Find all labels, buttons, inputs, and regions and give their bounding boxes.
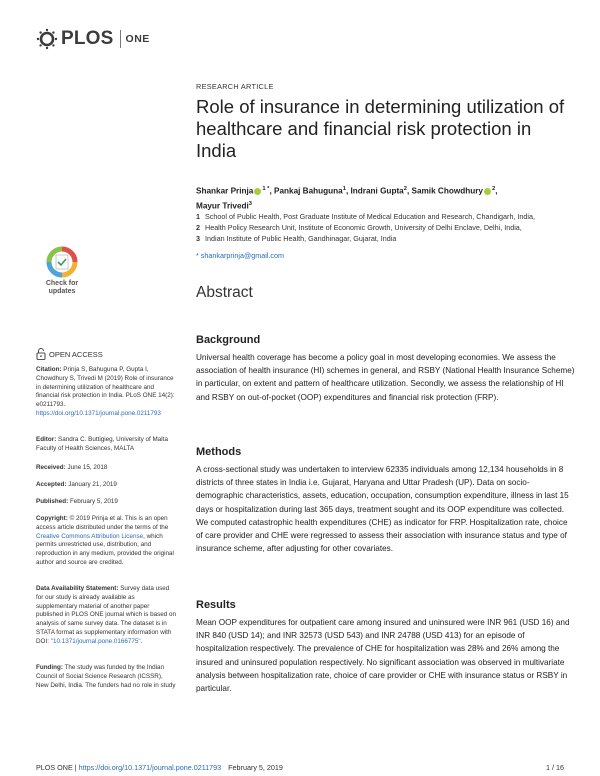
logo-divider [120,30,121,48]
logo-journal: ONE [125,33,150,45]
results-heading: Results [196,599,236,611]
author-separator: , [406,186,412,196]
copyright-label: Copyright: [36,515,68,522]
logo-brand: PLOS [61,28,114,49]
orcid-icon[interactable] [484,188,491,195]
editor-text: Sandra C. Buttigieg, University of Malta Faculty of Health Sciences, MALTA [36,436,168,452]
data-availability-label: Data Availability Statement: [36,585,119,592]
data-availability-block [36,585,176,647]
results-text: Mean OOP expenditures for outpatient care among insured and uninsured were INR 961 (USD 16) and INR 840 (USD 14); and INR 32573 (USD 543) and INR 24788 (USD 413) for an episode of hospitalization respectively. The prevalence of CHE for hospitalization was 28% and 26% among the insured and uninsured population respectively. No significant association was observed in multivariate analysis between hospitalization rate, choice of care provider or CHE with insurance status or RSBY in particular. [196,618,570,694]
badge-line-1: Check for [45,280,79,287]
received-block [36,464,176,473]
funding-label: Funding: [36,664,63,671]
author-name: Shankar Prinja [196,186,254,196]
received-date: June 15, 2018 [67,464,108,471]
author-separator: , [495,186,498,196]
citation-text: Prinja S, Bahuguna P, Gupta I, Chowdhury S, Trivedi M (2019) Role of insurance in determining utilization of healthcare and financial risk protection in India. PLoS ONE 14(2): e0211793. [36,366,175,409]
corresponding-email[interactable]: * shankarprinja@gmail.com [196,251,284,260]
affiliation-item [196,211,576,222]
background-text: Universal health coverage has become a policy goal in most developing economies. We assess the association of health insurance (HI) schemes in general, and RSBY (National Health Insurance Scheme) in particular, on extent and pattern of healthcare utilization. Secondly, we assess the relationship of HI and RSBY on out-of-pocket (OOP) expenditures and financial risk protection (FRP). [196,353,575,402]
affiliation-number: 3 [196,234,200,243]
accepted-date: January 21, 2019 [68,481,117,488]
author-name: Pankaj Bahuguna [274,186,343,196]
author-affiliation-marker: 1 * [262,186,270,192]
affiliation-text: School of Public Health, Post Graduate Institute of Medical Education and Research, Chandigarh, India, [205,212,536,221]
published-label: Published: [36,498,69,505]
copyright-block [36,515,176,568]
funding-text: The study was funded by the Indian Council of Social Science Research (ICSSR), New Delhi, India. The funders had no role in study [36,664,176,689]
author-separator: , [269,186,274,196]
received-label: Received: [36,464,66,471]
article-type: RESEARCH ARTICLE [196,82,274,91]
orcid-icon[interactable] [254,188,261,195]
data-availability-text: Survey data used for our study is already available as supplementary material of another paper published in PLOS ONE journal which is based on analysis of same survey data. The dataset is in STATA format as supplementary information with DOI: [36,585,177,645]
methods-heading: Methods [196,446,242,458]
badge-line-2: updates [48,288,76,295]
author-name: Mayur Trivedi [196,201,249,211]
published-block [36,498,176,507]
footer-page-number: 1 / 16 [546,763,564,772]
footer-journal: PLOS ONE [36,763,73,772]
background-heading: Background [196,334,261,346]
plos-one-logo[interactable] [36,26,150,52]
citation-block [36,366,176,419]
author-name: Samik Chowdhury [411,186,483,196]
author-line-1 [196,183,576,198]
accepted-label: Accepted: [36,481,67,488]
affiliation-text: Health Policy Research Unit, Institute of Economic Growth, University of Delhi Enclave, Delhi, India, [205,223,522,232]
plos-logo-icon [36,28,58,50]
data-availability-end: . [140,637,143,645]
affiliation-item [196,233,576,244]
author-affiliation-marker: 2 [403,186,407,192]
check-for-updates-badge[interactable] [40,246,84,298]
author-list [196,183,576,212]
affiliation-item [196,222,576,233]
citation-label: Citation: [36,366,62,373]
citation-doi-link[interactable]: https://doi.org/10.1371/journal.pone.0211793 [36,409,161,417]
copyright-text-end: , which permits unrestricted use, distribution, and reproduction in any medium, provided the original author and source are credited. [36,532,174,566]
editor-block [36,436,176,454]
author-affiliation-marker: 3 [248,200,253,207]
author-separator: , [345,186,351,196]
article-title: Role of insurance in determining utilization of healthcare and financial risk protection in India [196,96,565,161]
funding-block [36,664,176,690]
open-access-text: OPEN ACCESS [49,349,103,359]
published-date: February 5, 2019 [69,498,118,505]
methods-text: A cross-sectional study was undertaken to interview 62335 individuals among 12,134 households in 8 districts of three states in India i.e. Gujarat, Haryana and Uttar Pradesh (UP). Data on socio-demographic characteristics, assets, education, occupation, consumption expenditure, illness in last 15 days or hospitalization during last 365 days, treatment sought and its OOP expenditure was collected. We computed catastrophic health expenditures (CHE) as indicator for FRP. Hospitalization rate, choice of care provider and CHE were regressed to assess their association with insurance status and type of insurance scheme, after adjusting for other covariates. [196,465,569,554]
editor-label: Editor: [36,436,57,443]
affiliation-number: 2 [196,223,200,232]
affiliation-number: 1 [196,212,200,221]
open-lock-icon [36,348,46,360]
abstract-heading: Abstract [196,284,253,301]
page-footer [36,763,564,772]
cc-license-link[interactable]: Creative Commons Attribution License [36,532,144,540]
footer-doi-link[interactable]: https://doi.org/10.1371/journal.pone.0211793 [78,763,222,772]
copyright-text: © 2019 Prinja et al. This is an open access article distributed under the terms of the [36,515,169,531]
footer-separator: | [72,763,79,772]
accepted-block [36,481,176,490]
dataset-doi-link[interactable]: "10.1371/journal.pone.0166775" [50,637,141,645]
check-for-updates-icon [46,246,78,278]
author-affiliation-marker: 2 [491,186,496,192]
author-affiliation-marker: 1 [342,186,346,192]
affiliation-text: Indian Institute of Public Health, Gandhinagar, Gujarat, India [205,234,397,243]
open-access-label [36,348,103,360]
affiliations [196,211,576,244]
author-name: Indrani Gupta [350,186,404,196]
footer-date: February 5, 2019 [228,763,283,772]
